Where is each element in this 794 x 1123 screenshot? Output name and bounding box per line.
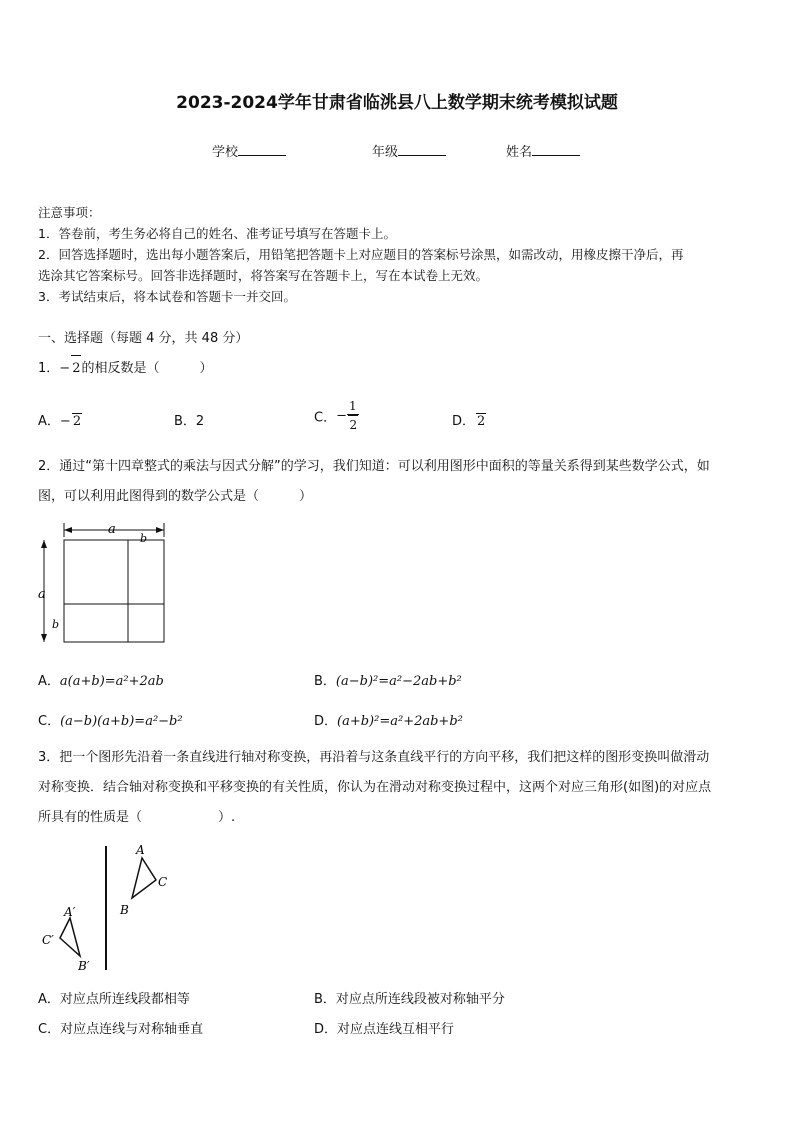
q2-square-figure: [36, 518, 170, 646]
q1-option-c[interactable]: C．− $\frac{1}{2}$: [314, 399, 358, 432]
point-a: A: [136, 843, 145, 857]
name-blank[interactable]: [532, 143, 580, 156]
section-heading: 一、选择题（每题 4 分，共 48 分）: [38, 331, 249, 346]
school-field[interactable]: [212, 141, 286, 160]
notes-heading: 注意事项：: [38, 205, 101, 220]
grade-field[interactable]: [372, 141, 446, 160]
q2-option-a[interactable]: A．a(a+b)=a²+2ab: [38, 674, 164, 689]
label-b-left: b: [52, 618, 60, 631]
q2-option-b[interactable]: B．(a−b)²=a²−2ab+b²: [314, 674, 462, 689]
q1-option-a[interactable]: A．− 2: [38, 414, 82, 429]
notes-item: 3．考试结束后，将本试卷和答题卡一并交回。: [38, 289, 296, 304]
point-b: B: [120, 903, 129, 917]
q3-option-d[interactable]: D．对应点连线互相平行: [314, 1022, 455, 1037]
q3-option-b[interactable]: B．对应点所连线段被对称轴平分: [314, 992, 505, 1007]
grade-label: 年级: [372, 145, 399, 160]
question-1: 1．− 2的相反数是（ ）: [38, 355, 213, 382]
point-a-prime: A′: [64, 905, 76, 919]
q3-glide-reflection-figure: [36, 838, 186, 978]
question-2: 2．通过“第十四章整式的乘法与因式分解”的学习，我们知道：可以利用图形中面积的等量关系得到某些数学公式，如 图，可以利用此图得到的数学公式是（ ）: [38, 459, 710, 504]
notes-block: [38, 202, 756, 307]
notes-item: 2．回答选择题时，选出每小题答案后，用铅笔把答题卡上对应题目的答案标号涂黑，如需改动，用橡皮擦干净后，再: [38, 247, 684, 262]
notes-item: 选涂其它答案标号。回答非选择题时，将答案写在答题卡上，写在本试卷上无效。: [38, 268, 489, 283]
grade-blank[interactable]: [398, 143, 446, 156]
name-field[interactable]: [506, 141, 580, 160]
notes-item: 1．答卷前，考生务必将自己的姓名、准考证号填写在答题卡上。: [38, 226, 396, 241]
q3-option-a[interactable]: A．对应点所连线段都相等: [38, 992, 190, 1007]
q2-option-d[interactable]: D．(a+b)²=a²+2ab+b²: [314, 714, 463, 729]
school-blank[interactable]: [238, 143, 286, 156]
label-a-left: a: [38, 587, 46, 602]
name-label: 姓名: [506, 145, 533, 160]
point-c: C: [158, 875, 168, 889]
point-c-prime: C′: [42, 933, 54, 947]
q2-option-c[interactable]: C．(a−b)(a+b)=a²−b²: [38, 714, 183, 729]
school-label: 学校: [212, 145, 239, 160]
q1-option-b[interactable]: B．2: [174, 414, 205, 429]
q3-option-c[interactable]: C．对应点连线与对称轴垂直: [38, 1022, 204, 1037]
q1-option-d[interactable]: D． 2: [452, 414, 486, 429]
sqrt-symbol: 2: [71, 355, 81, 382]
page-title: 2023-2024学年甘肃省临洮县八上数学期末统考模拟试题: [176, 93, 618, 113]
point-b-prime: B′: [78, 959, 90, 973]
question-3: 3．把一个图形先沿着一条直线进行轴对称变换，再沿着与这条直线平行的方向平移，我们把这样的图形变换叫做滑动 对称变换．结合轴对称变换和平移变换的有关性质，你认为在滑动对称变换过程中，这两个对应三角形(如图)的对应点 所具有的性质是（ ）.: [38, 750, 712, 825]
label-b-top: b: [140, 532, 148, 545]
label-a-top: a: [108, 522, 116, 537]
